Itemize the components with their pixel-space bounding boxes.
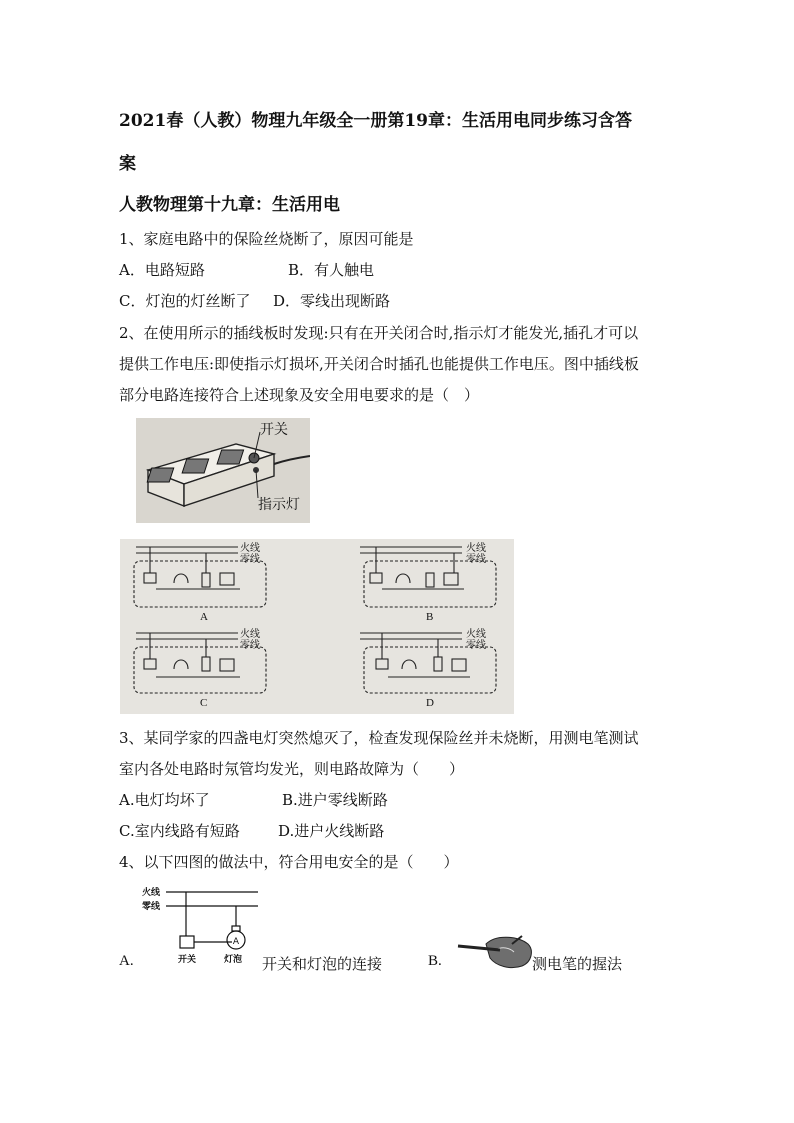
photo-label-switch: 开关: [260, 422, 288, 438]
section-title: 人教物理第十九章：生活用电: [119, 195, 340, 215]
q4-option-a-letter: A.: [119, 953, 134, 969]
circuit-diagrams-illustration: [120, 539, 514, 714]
q1-option-c: C．灯泡的灯丝断了: [119, 292, 251, 310]
test-pen-grip-illustration: [456, 926, 536, 970]
q4-option-b-letter: B.: [428, 953, 442, 969]
circuit-b-live-label: 火线: [466, 543, 486, 554]
fig-a-neutral-label: 零线: [142, 902, 161, 912]
circuit-c-live-label: 火线: [240, 629, 260, 640]
svg-text:A: A: [232, 937, 240, 947]
circuit-a-live-label: 火线: [240, 543, 260, 554]
circuit-b-letter: B: [426, 611, 434, 623]
circuit-d-letter: D: [426, 697, 434, 709]
q3-option-d: D.进户火线断路: [278, 822, 385, 840]
q3-stem-line2: 室内各处电路时氖管均发光，则电路故障为（ ）: [119, 760, 465, 778]
q2-stem-line1: 2、在使用所示的插线板时发现:只有在开关闭合时,指示灯才能发光,插孔才可以: [119, 324, 639, 342]
fig-a-switch-label: 开关: [178, 955, 197, 965]
q1-stem: 1、家庭电路中的保险丝烧断了，原因可能是: [119, 230, 414, 248]
circuit-d-live-label: 火线: [466, 629, 486, 640]
circuit-d-neutral-label: 零线: [466, 640, 486, 651]
q3-option-c: C.室内线路有短路: [119, 822, 240, 840]
q4-figure-a: [142, 880, 260, 966]
q1-option-a: A．电路短路: [119, 261, 205, 279]
q3-option-b: B.进户零线断路: [282, 791, 388, 809]
q3-stem-line1: 3、某同学家的四盏电灯突然熄灭了，检查发现保险丝并未烧断，用测电笔测试: [119, 729, 639, 747]
power-strip-figure: [136, 418, 310, 523]
photo-label-indicator: 指示灯: [258, 497, 300, 513]
q4-option-b-text: 测电笔的握法: [532, 955, 623, 973]
q1-option-b: B．有人触电: [288, 261, 375, 279]
q1-option-d: D．零线出现断路: [273, 292, 391, 310]
q3-option-a: A.电灯均坏了: [119, 791, 210, 809]
doc-title-line1: 2021春（人教）物理九年级全一册第19章：生活用电同步练习含答: [119, 111, 632, 131]
circuit-c-letter: C: [200, 697, 208, 709]
circuit-b-neutral-label: 零线: [466, 554, 486, 565]
circuit-c-neutral-label: 零线: [240, 640, 260, 651]
fig-a-bulb-label: 灯泡: [224, 955, 243, 965]
q4-option-a-text: 开关和灯泡的连接: [262, 955, 383, 973]
q2-stem-line2: 提供工作电压:即使指示灯损坏,开关闭合时插孔也能提供工作电压。图中插线板: [119, 355, 639, 373]
circuit-diagrams-figure: [120, 539, 514, 714]
q4-figure-b: [456, 926, 536, 970]
circuit-a-neutral-label: 零线: [240, 554, 260, 565]
q2-stem-line3: 部分电路连接符合上述现象及安全用电要求的是（ ）: [119, 386, 480, 404]
fig-a-live-label: 火线: [142, 888, 161, 898]
circuit-a-letter: A: [200, 611, 208, 623]
q4-stem: 4、以下四图的做法中，符合用电安全的是（ ）: [119, 853, 459, 871]
doc-title-line2: 案: [119, 154, 136, 174]
